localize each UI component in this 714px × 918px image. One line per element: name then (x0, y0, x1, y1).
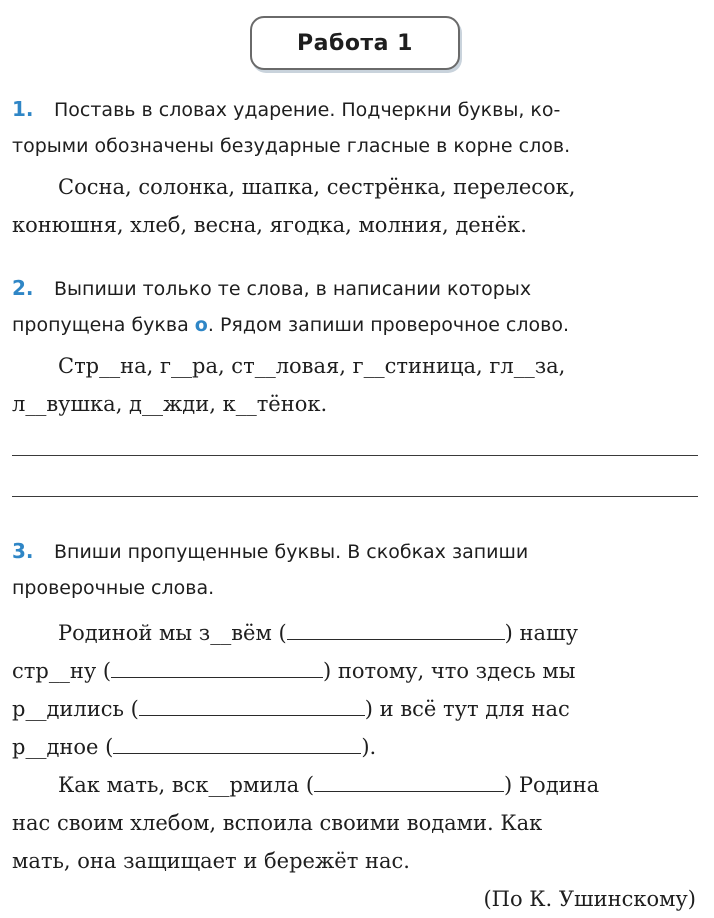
task-3-text-line-7: мать, она защищает и бережёт нас. (12, 849, 410, 873)
task-3-instruction-line-1: Впиши пропущенные буквы. В скобках запиши (54, 541, 529, 563)
task-3-text-line-6: нас своим хлебом, вспоила своими водами. Как (12, 811, 543, 835)
text-segment: р__дное ( (12, 735, 114, 759)
attribution: (По К. Ушинскому) (483, 887, 696, 911)
text-segment: Как мать, вск__рмила ( (58, 773, 315, 797)
task-3-text-line-1 (12, 614, 704, 652)
text-segment: Родиной мы з__вём ( (58, 621, 287, 645)
answer-line-2[interactable] (12, 496, 698, 497)
task-3 (12, 534, 704, 918)
task-2 (12, 271, 704, 423)
task-1-words (12, 168, 704, 244)
task-1-words-line-2: конюшня, хлеб, весна, ягодка, молния, денёк. (12, 213, 527, 237)
task-2-words-line-1: Стр__на, г__ра, ст__ловая, г__стиница, гл__за, (58, 354, 566, 378)
text-segment: стр__ну ( (12, 659, 112, 683)
text-segment: р__дились ( (12, 697, 139, 721)
task-3-text (12, 614, 704, 918)
task-3-text-line-5 (12, 766, 704, 804)
blank-field[interactable] (111, 656, 323, 678)
task-2-instruction-line-1: Выпиши только те слова, в написании которых (54, 278, 532, 300)
task-2-instruction-part-2: . Рядом запиши проверочное слово. (207, 314, 570, 336)
task-2-words-line-2: л__вушка, д__жди, к__тёнок. (12, 392, 328, 416)
task-3-instruction-line-2: проверочные слова. (12, 577, 215, 599)
text-segment: ) потому, что здесь мы (323, 659, 576, 683)
task-1-number: 1. (12, 97, 34, 121)
text-segment: ) и всё тут для нас (364, 697, 570, 721)
task-1-instruction-line-1: Поставь в словах ударение. Подчеркни буквы, ко- (54, 99, 561, 121)
blank-field[interactable] (314, 770, 504, 792)
text-segment: ). (361, 735, 377, 759)
title-box (250, 16, 460, 70)
task-2-instruction (12, 271, 704, 343)
text-segment: ) Родина (504, 773, 600, 797)
task-3-text-line-2 (12, 652, 704, 690)
task-1 (12, 92, 704, 244)
blank-field[interactable] (139, 694, 365, 716)
task-2-instruction-part-1: пропущена буква (12, 314, 195, 336)
task-3-text-line-4 (12, 728, 704, 766)
task-1-instruction-line-2: торыми обозначены безударные гласные в корне слов. (12, 135, 571, 157)
answer-line-1[interactable] (12, 455, 698, 456)
page-title: Работа 1 (296, 30, 413, 56)
task-3-text-line-3 (12, 690, 704, 728)
task-1-words-line-1: Сосна, солонка, шапка, сестрёнка, перелесок, (58, 175, 576, 199)
task-3-instruction (12, 534, 704, 606)
task-2-number: 2. (12, 276, 34, 300)
task-2-words (12, 347, 704, 423)
task-2-highlight-letter: о (194, 314, 208, 336)
blank-field[interactable] (287, 618, 505, 640)
task-3-number: 3. (12, 539, 34, 563)
blank-field[interactable] (113, 732, 361, 754)
text-segment: ) нашу (504, 621, 578, 645)
task-1-instruction (12, 92, 704, 164)
task-2-instruction-line-2 (12, 307, 704, 343)
